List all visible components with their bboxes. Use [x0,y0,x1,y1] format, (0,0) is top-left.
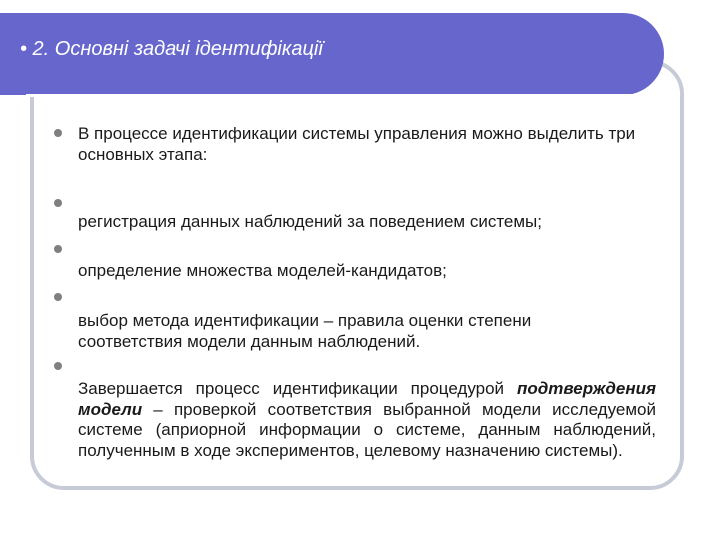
bullet-icon [54,293,62,301]
conclusion-emphasis: подтверждения модели [78,379,656,419]
conclusion-part-2: – проверкой соответствия выбранной модели исследуемой системе (априорной информации о системе, данным наблюдений, полученным в ходе экспериментов, целевому назначению системы). [78,399,656,460]
conclusion-part-1: Завершается процесс идентификации процедурой [78,379,517,398]
step-item: определение множества моделей-кандидатов; [78,261,447,280]
title-underline [26,94,638,97]
bullet-icon [54,245,62,253]
intro-text: В процессе идентификации системы управления можно выделить три основных этапа: [78,124,636,164]
step-item: выбор метода идентификации – правила оценки степени соответствия модели данным наблюдений. [78,311,532,351]
bullet-icon [54,362,62,370]
step-item: регистрация данных наблюдений за поведением системы; [78,212,542,231]
slide-title: • 2. Основні задачі ідентифікації [20,38,323,60]
bullet-icon [54,199,62,207]
conclusion-text [78,379,656,461]
bullet-icon [54,129,62,137]
